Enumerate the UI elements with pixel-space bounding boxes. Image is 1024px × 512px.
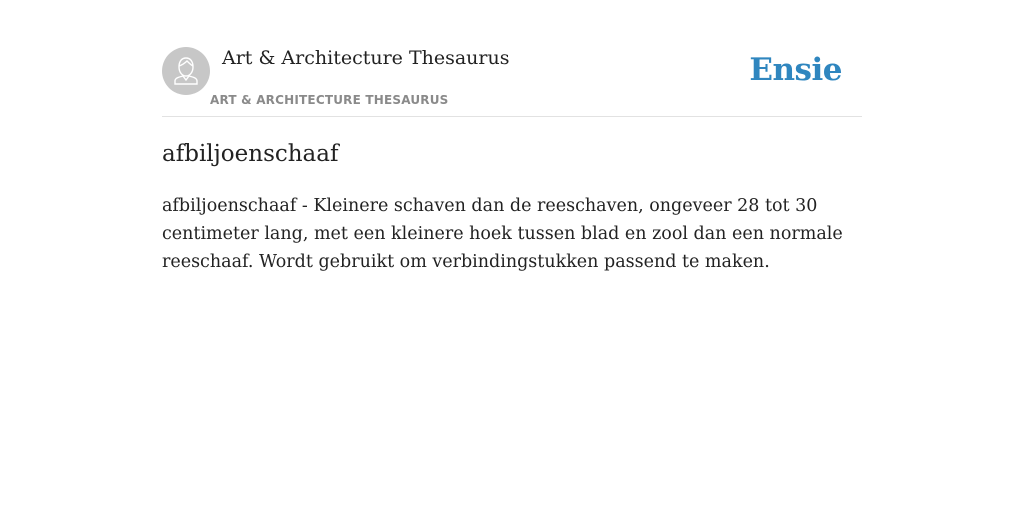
user-placeholder-icon bbox=[162, 47, 210, 95]
entry-header bbox=[162, 0, 862, 117]
page-container bbox=[162, 0, 862, 512]
ensie-logo[interactable]: Ensie bbox=[749, 52, 842, 88]
author-subtitle: ART & ARCHITECTURE THESAURUS bbox=[210, 93, 449, 107]
avatar[interactable] bbox=[162, 47, 210, 95]
entry-definition: afbiljoenschaaf - Kleinere schaven dan de reeschaven, ongeveer 28 tot 30 centimeter lang, met een kleinere hoek tussen blad en zool dan een normale reeschaaf. Wordt gebruikt om verbindingstukken passend te maken. bbox=[162, 196, 843, 272]
page-title: afbiljoenschaaf bbox=[162, 141, 339, 167]
author-name-link[interactable]: Art & Architecture Thesaurus bbox=[222, 47, 510, 69]
